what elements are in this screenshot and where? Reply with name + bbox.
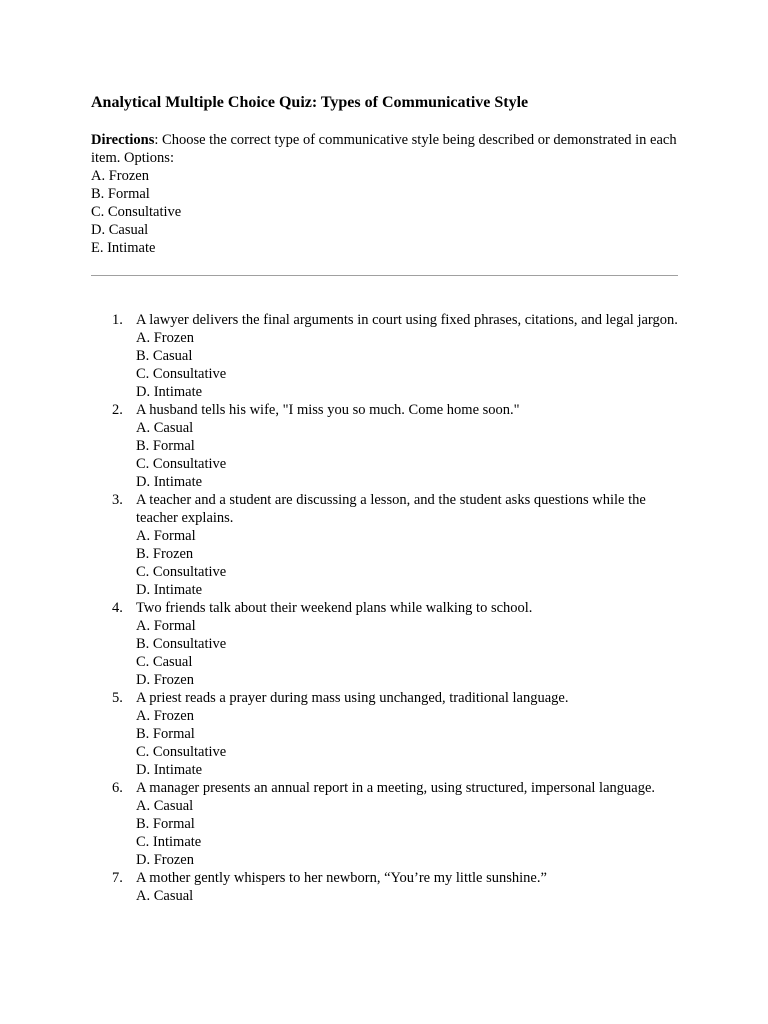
directions-text: : Choose the correct type of communicative style being described or demonstrated in each item. Options:: [91, 132, 677, 166]
question-text: A mother gently whispers to her newborn, “You’re my little sunshine.”: [136, 870, 547, 886]
question-text: A husband tells his wife, "I miss you so much. Come home soon.": [136, 402, 520, 418]
question-number: 1.: [112, 312, 123, 328]
question-number: 7.: [112, 870, 123, 886]
answer-choice: A. Casual: [136, 888, 194, 904]
answer-choice: C. Consultative: [136, 456, 227, 472]
question-number: 2.: [112, 402, 123, 418]
answer-choice: D. Intimate: [136, 474, 203, 490]
answer-choice: A. Formal: [136, 618, 196, 634]
directions-option: B. Formal: [91, 186, 150, 202]
question-item: [91, 491, 679, 599]
answer-choice: C. Casual: [136, 654, 193, 670]
question-item: [91, 599, 679, 689]
answer-choice: B. Formal: [136, 438, 195, 454]
question-list: [91, 311, 679, 905]
answer-choice-list: [136, 797, 679, 869]
question-item: [91, 869, 679, 905]
answer-choice: B. Formal: [136, 726, 195, 742]
answer-choice: A. Frozen: [136, 708, 194, 724]
section-divider: [91, 275, 678, 276]
question-item: [91, 401, 679, 491]
answer-choice: A. Frozen: [136, 330, 194, 346]
answer-choice: D. Intimate: [136, 762, 203, 778]
directions-option: A. Frozen: [91, 168, 149, 184]
answer-choice-list: [136, 527, 679, 599]
question-text: A manager presents an annual report in a meeting, using structured, impersonal language.: [136, 780, 656, 796]
question-text: Two friends talk about their weekend plans while walking to school.: [136, 600, 533, 616]
answer-choice-list: [136, 329, 679, 401]
answer-choice: D. Frozen: [136, 852, 194, 868]
answer-choice: B. Frozen: [136, 546, 194, 562]
answer-choice: D. Intimate: [136, 384, 203, 400]
directions-option: D. Casual: [91, 222, 149, 238]
document-page: [91, 93, 679, 905]
answer-choice: C. Consultative: [136, 744, 227, 760]
answer-choice: D. Intimate: [136, 582, 203, 598]
question-number: 3.: [112, 492, 123, 508]
question-text: A priest reads a prayer during mass using unchanged, traditional language.: [136, 690, 569, 706]
answer-choice: B. Formal: [136, 816, 195, 832]
answer-choice: C. Intimate: [136, 834, 202, 850]
question-number: 4.: [112, 600, 123, 616]
directions-block: [91, 131, 679, 257]
directions-option: C. Consultative: [91, 204, 182, 220]
answer-choice-list: [136, 617, 679, 689]
question-text: A teacher and a student are discussing a lesson, and the student asks questions while the teacher explains.: [136, 492, 646, 526]
answer-choice-list: [136, 887, 679, 905]
quiz-title: Analytical Multiple Choice Quiz: Types of Communicative Style: [91, 94, 529, 111]
answer-choice: C. Consultative: [136, 564, 227, 580]
answer-choice: C. Consultative: [136, 366, 227, 382]
answer-choice: D. Frozen: [136, 672, 194, 688]
answer-choice-list: [136, 707, 679, 779]
answer-choice-list: [136, 419, 679, 491]
answer-choice: A. Casual: [136, 420, 194, 436]
answer-choice: A. Casual: [136, 798, 194, 814]
answer-choice: B. Casual: [136, 348, 193, 364]
directions-option: E. Intimate: [91, 240, 156, 256]
question-item: [91, 779, 679, 869]
directions-paragraph: [91, 131, 679, 167]
question-item: [91, 689, 679, 779]
question-number: 6.: [112, 780, 123, 796]
answer-choice: B. Consultative: [136, 636, 227, 652]
question-number: 5.: [112, 690, 123, 706]
directions-label: Directions: [91, 132, 155, 148]
directions-option-list: [91, 167, 679, 257]
answer-choice: A. Formal: [136, 528, 196, 544]
question-text: A lawyer delivers the final arguments in court using fixed phrases, citations, and legal jargon.: [136, 312, 678, 328]
question-item: [91, 311, 679, 401]
